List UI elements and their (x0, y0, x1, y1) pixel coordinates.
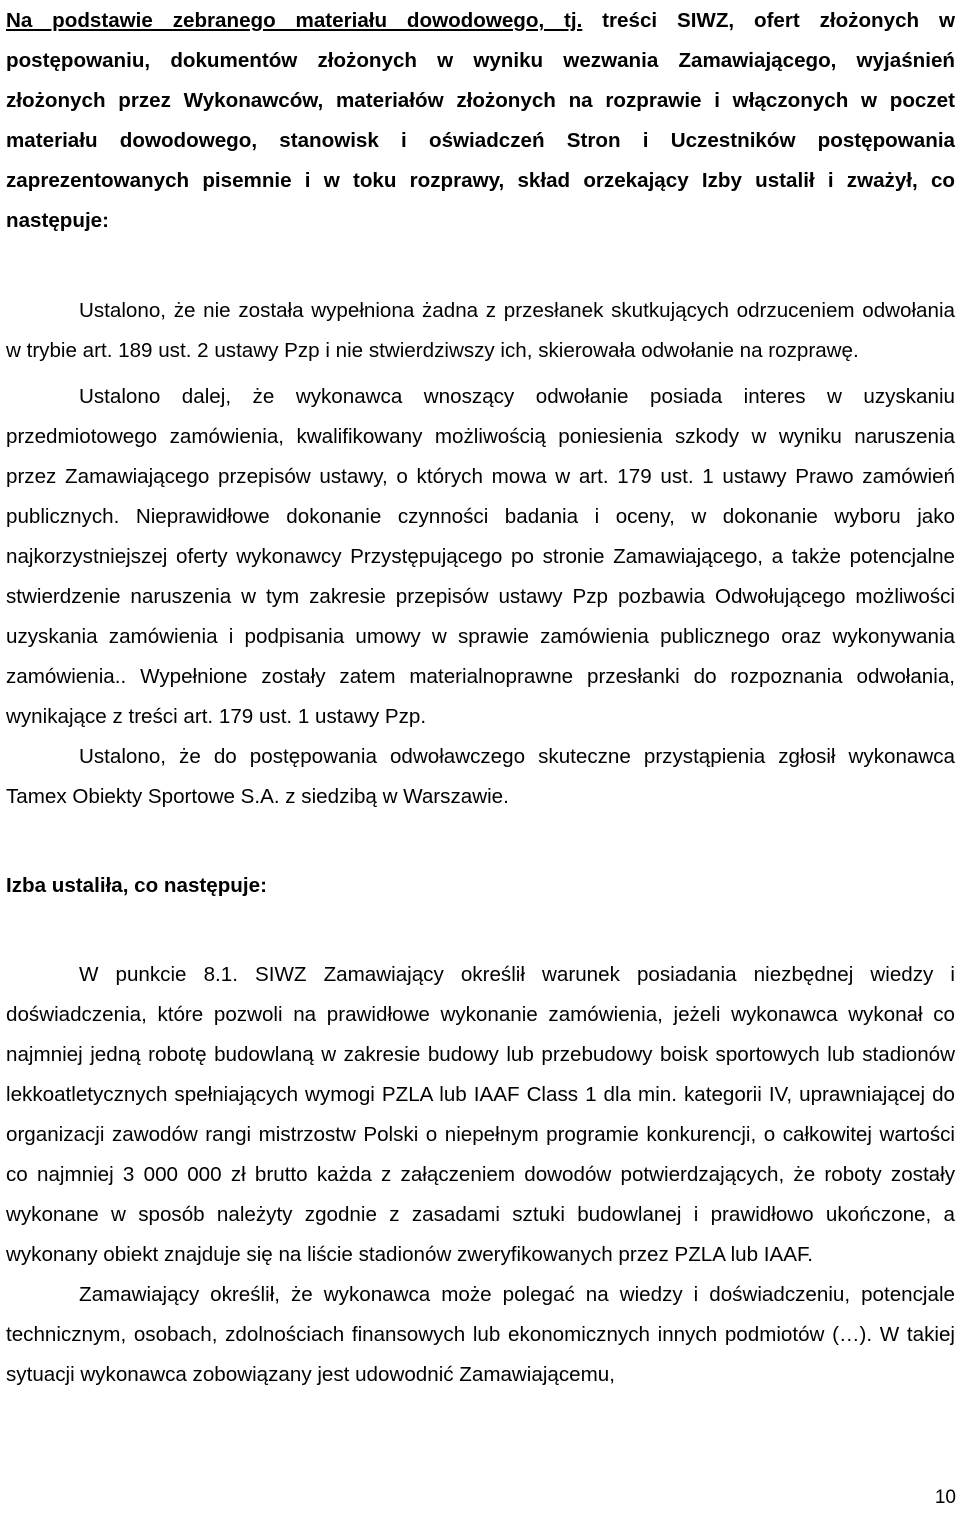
section-heading: Izba ustaliła, co następuje: (6, 874, 267, 897)
intro-paragraph (6, 0, 955, 241)
paragraph-interest: Ustalono dalej, że wykonawca wnoszący odwołanie posiada interes w uzyskaniu przedmiotowego zamówienia, kwalifikowany możliwością poniesienia szkody w wyniku naruszenia przez Zamawiającego przepisów ustawy, o których mowa w art. 179 ust. 1 ustawy Prawo zamówień publicznych. Nieprawidłowe dokonanie czynności badania i oceny, w dokonanie wyboru jako najkorzystniejszej oferty wykonawcy Przystępującego po stronie Zamawiającego, a także potencjalne stwierdzenie naruszenia w tym zakresie przepisów ustawy Pzp pozbawia Odwołującego możliwości uzyskania zamówienia i podpisania umowy w sprawie zamówienia publicznego oraz wykonywania zamówienia.. Wypełnione zostały zatem materialnoprawne przesłanki do rozpoznania odwołania, wynikające z treści art. 179 ust. 1 ustawy Pzp. (6, 385, 955, 728)
intro-text: treści SIWZ, ofert złożonych w postępowaniu, dokumentów złożonych w wyniku wezwania Zamawiającego, wyjaśnień złożonych przez Wykonawców, materiałów złożonych na rozprawie i włączonych w poczet materiału dowodowego, stanowisk i oświadczeń Stron i Uczestników postępowania zaprezentowanych pisemnie i w toku rozprawy, skład orzekający Izby ustalił i zważył, co następuje: (6, 9, 955, 232)
paragraph-admissibility: Ustalono, że nie została wypełniona żadna z przesłanek skutkujących odrzuceniem odwołania w trybie art. 189 ust. 2 ustawy Pzp i nie stwierdziwszy ich, skierowała odwołanie na rozprawę. (6, 299, 955, 362)
paragraph-accession: Ustalono, że do postępowania odwoławczego skuteczne przystąpienia zgłosił wykonawca Tamex Obiekty Sportowe S.A. z siedzibą w Warszawie. (6, 745, 955, 808)
page-number: 10 (934, 1487, 956, 1508)
intro-underlined-text: Na podstawie zebranego materiału dowodowego, tj. (6, 9, 583, 32)
paragraph-siwz-condition: W punkcie 8.1. SIWZ Zamawiający określił warunek posiadania niezbędnej wiedzy i doświadczenia, które pozwoli na prawidłowe wykonanie zamówienia, jeżeli wykonawca wykonał co najmniej jedną robotę budowlaną w zakresie budowy lub przebudowy boisk sportowych lub stadionów lekkoatletycznych spełniających wymogi PZLA lub IAAF Class 1 dla min. kategorii IV, uprawniającej do organizacji zawodów rangi mistrzostw Polski o niepełnym programie konkurencji, o całkowitej wartości co najmniej 3 000 000 zł brutto każda z załączeniem dowodów potwierdzających, że roboty zostały wykonane w sposób należyty zgodnie z zasadami sztuki budowlanej i prawidłowo ukończone, a wykonany obiekt znajduje się na liście stadionów zweryfikowanych przez PZLA lub IAAF. (6, 963, 955, 1266)
paragraph-third-party-resources: Zamawiający określił, że wykonawca może polegać na wiedzy i doświadczeniu, potencjale technicznym, osobach, zdolnościach finansowych lub ekonomicznych innych podmiotów (…). W takiej sytuacji wykonawca zobowiązany jest udowodnić Zamawiającemu, (6, 1283, 955, 1386)
document-page (6, 0, 955, 1395)
